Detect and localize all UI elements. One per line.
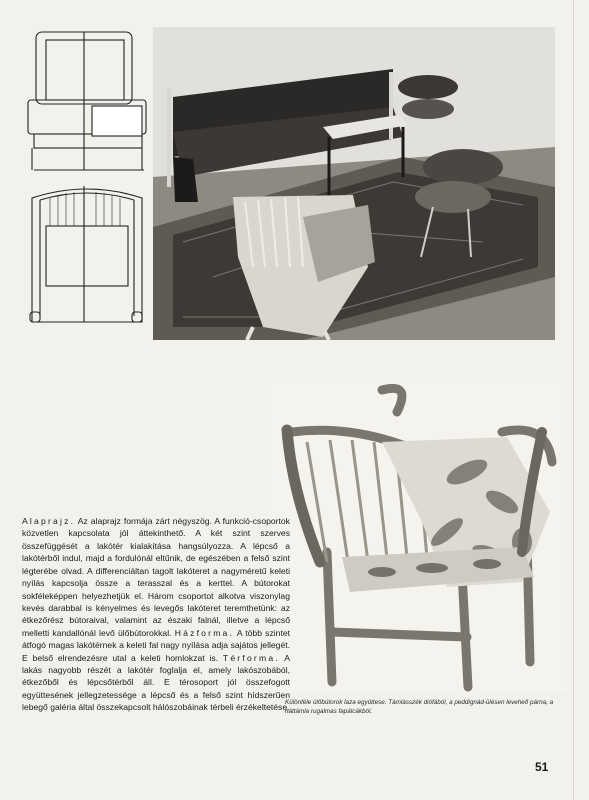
armchair-technical-drawing [22, 30, 152, 326]
heading-alaprajz: Alaprajz. [22, 516, 76, 526]
photo-caption: Különféle ülőbútorok laza együttese. Támlásszék diófából, a peddignád-ülésen leveheő párna, a háttámla rugalmas fapálcákból. [285, 699, 554, 715]
article-body-text [22, 515, 290, 714]
page-edge-line [573, 0, 574, 800]
heading-hazforma: Házforma. [174, 627, 235, 638]
page-number: 51 [535, 760, 549, 774]
paragraph-alaprajz [22, 515, 290, 714]
wooden-armchair-photo [272, 382, 567, 692]
text-alaprajz: Az alaprajz formája zárt négyszög. A funkció-csoportok közvetlen kapcsolata jól áttekinthető. A két szint szerves összefüggését a lakótér kialakítása hangsúlyozza. A lépcső a lakótérből indul, majd a fordulónál eltűnik, de egészében a felső szint légterébe olvad. A differenciáltan tagolt lakóteret a nagyméretű keleti nyílás kapcsolja össze a terasszal és a kerttel. A bútorokat sokféleképpen helyezhetjük el. Három csoportot alkotva viszonylag kevés darabbal is kényelmes és levegős lakóteret teremthetünk: az étkezőrész bútoraival, valamint az északi falnál, illetve a lépcső melletti kandallónál levő ülőbútorokkal. [22, 516, 290, 638]
heading-terforma: Térforma. [222, 652, 280, 663]
living-room-photo [153, 27, 555, 340]
text-hazforma: A több szintet átfogó magas lakótérnek a keleti fal nagy nyílása adja sajátos jellegét. E belső elrendezésre utal a keleti homlokzat is. [22, 627, 290, 663]
text-terforma: A lakás nagyobb részét a lakótér foglalja el, amely lakószobából, étkezőből és lépcsőtérből áll. E térosoport jól összefogott együttesének jellegzetessége a lépcső és a felső szint hídszerűen lebegő galéria által összekapcsolt hálószobáinak térbeli érzékeltetése. [22, 652, 290, 713]
